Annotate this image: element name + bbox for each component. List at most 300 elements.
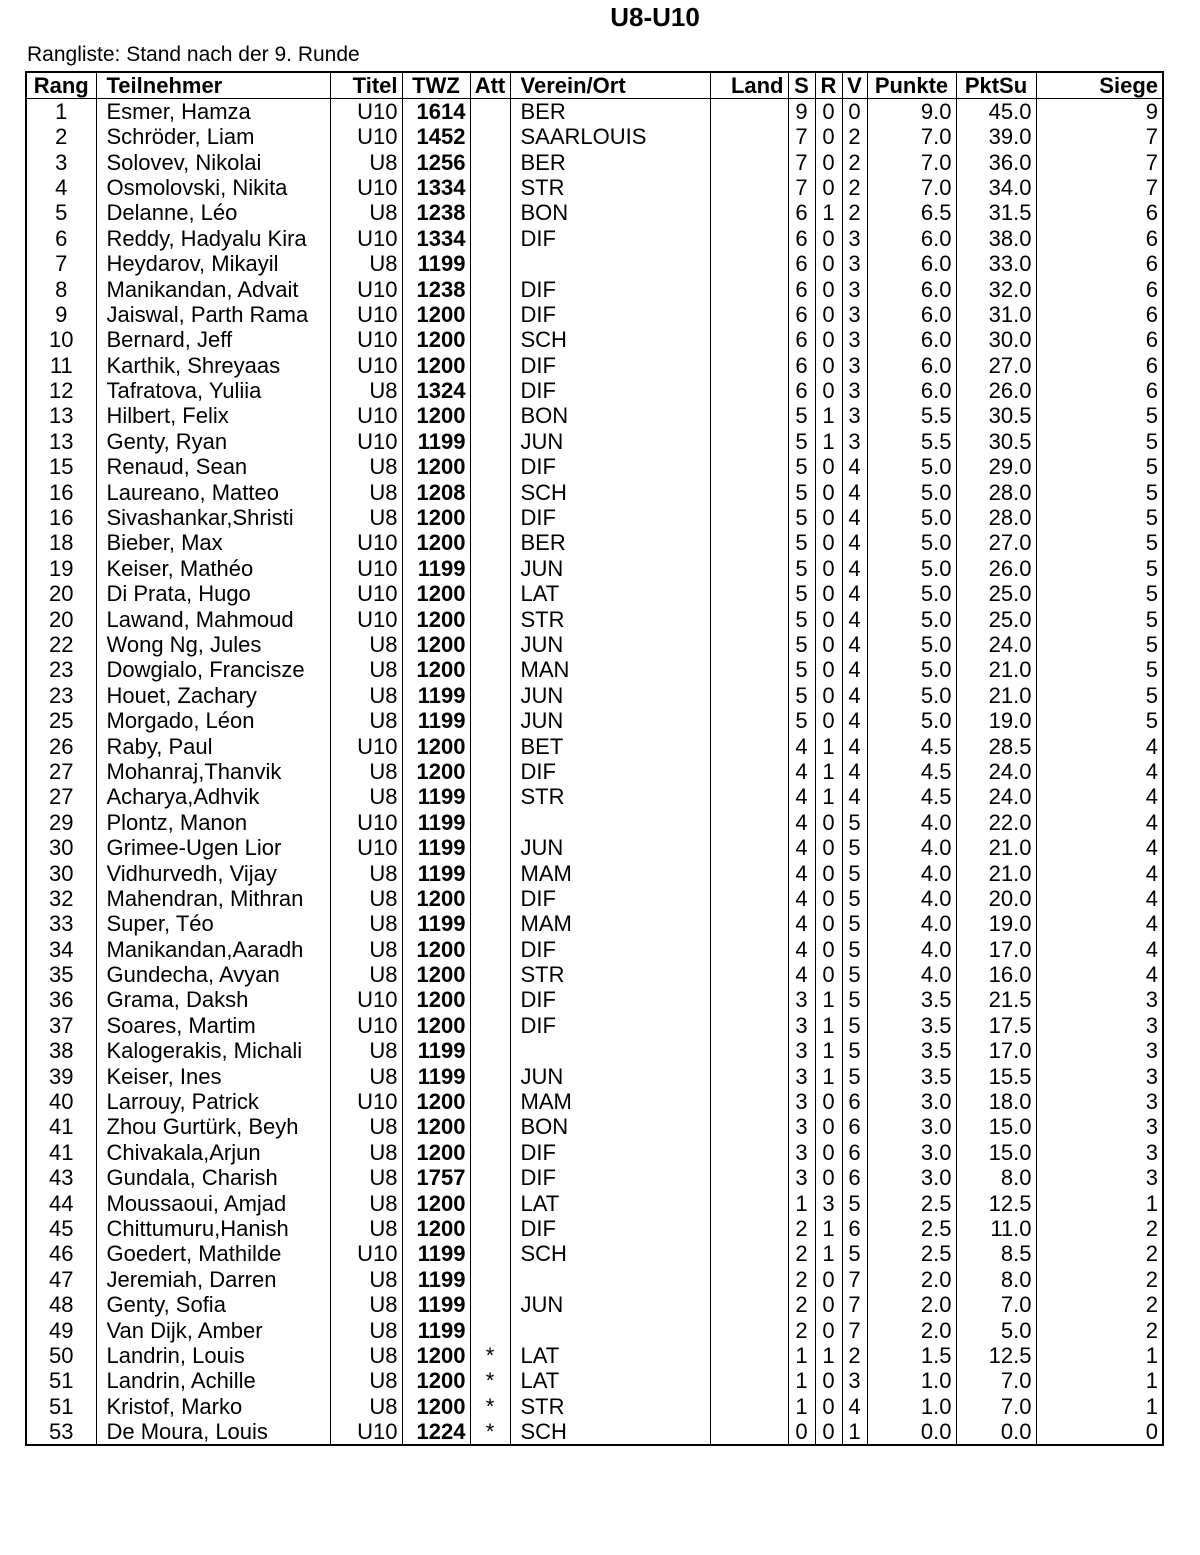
cell-punkte: 5.0 [867,606,956,631]
cell-rang: 51 [26,1368,96,1393]
cell-siege: 5 [1036,556,1163,581]
cell-siege: 5 [1036,581,1163,606]
cell-verein: JUN [510,708,710,733]
cell-teilnehmer: Vidhurvedh, Vijay [96,860,330,885]
cell-verein: SCH [510,479,710,504]
cell-v: 4 [842,505,867,530]
cell-s: 1 [788,1394,815,1419]
cell-siege: 7 [1036,124,1163,149]
cell-pktsu: 8.0 [956,1267,1036,1292]
cell-v: 2 [842,175,867,200]
cell-punkte: 5.0 [867,683,956,708]
cell-pktsu: 29.0 [956,454,1036,479]
cell-siege: 3 [1036,1038,1163,1063]
cell-rang: 20 [26,581,96,606]
cell-rang: 12 [26,378,96,403]
cell-s: 3 [788,1140,815,1165]
cell-att [470,251,510,276]
cell-titel: U10 [330,403,402,428]
cell-punkte: 2.5 [867,1241,956,1266]
cell-s: 3 [788,1165,815,1190]
cell-rang: 26 [26,733,96,758]
cell-teilnehmer: Di Prata, Hugo [96,581,330,606]
cell-s: 5 [788,454,815,479]
cell-teilnehmer: Bernard, Jeff [96,327,330,352]
cell-pktsu: 7.0 [956,1368,1036,1393]
cell-punkte: 0.0 [867,1419,956,1445]
cell-titel: U8 [330,1063,402,1088]
cell-verein: STR [510,1394,710,1419]
cell-verein: JUN [510,835,710,860]
table-row [26,632,1163,657]
cell-att [470,1317,510,1342]
cell-att [470,632,510,657]
cell-rang: 30 [26,860,96,885]
cell-rang: 13 [26,429,96,454]
cell-v: 4 [842,479,867,504]
cell-pktsu: 20.0 [956,886,1036,911]
table-row [26,505,1163,530]
cell-s: 3 [788,1114,815,1139]
cell-teilnehmer: Gundala, Charish [96,1165,330,1190]
cell-twz: 1199 [402,1267,470,1292]
table-row [26,683,1163,708]
cell-rang: 30 [26,835,96,860]
cell-land [710,987,788,1012]
cell-verein: STR [510,175,710,200]
cell-siege: 4 [1036,911,1163,936]
cell-siege: 2 [1036,1317,1163,1342]
cell-punkte: 5.5 [867,403,956,428]
cell-land [710,759,788,784]
cell-teilnehmer: Super, Téo [96,911,330,936]
cell-att [470,1140,510,1165]
cell-twz: 1200 [402,1394,470,1419]
cell-titel: U8 [330,1292,402,1317]
cell-att [470,1038,510,1063]
cell-verein: SAARLOUIS [510,124,710,149]
cell-att [470,733,510,758]
cell-land [710,1317,788,1342]
cell-r: 0 [815,454,842,479]
cell-pktsu: 8.0 [956,1165,1036,1190]
cell-land [710,1038,788,1063]
cell-titel: U10 [330,1013,402,1038]
cell-siege: 3 [1036,1063,1163,1088]
cell-titel: U8 [330,149,402,174]
cell-verein: DIF [510,937,710,962]
cell-r: 0 [815,1317,842,1342]
cell-teilnehmer: Goedert, Mathilde [96,1241,330,1266]
cell-punkte: 3.5 [867,987,956,1012]
cell-att [470,1267,510,1292]
cell-rang: 23 [26,657,96,682]
cell-twz: 1334 [402,226,470,251]
cell-s: 3 [788,1013,815,1038]
cell-rang: 19 [26,556,96,581]
header-titel: Titel [330,72,402,99]
cell-twz: 1200 [402,1140,470,1165]
cell-titel: U10 [330,276,402,301]
cell-v: 5 [842,860,867,885]
cell-teilnehmer: Genty, Sofia [96,1292,330,1317]
cell-siege: 4 [1036,886,1163,911]
cell-verein: DIF [510,454,710,479]
cell-att [470,886,510,911]
cell-rang: 27 [26,784,96,809]
cell-verein: BER [510,149,710,174]
header-att: Att [470,72,510,99]
cell-att [470,429,510,454]
cell-verein: DIF [510,1013,710,1038]
cell-punkte: 4.0 [867,810,956,835]
cell-s: 6 [788,251,815,276]
cell-s: 6 [788,302,815,327]
cell-punkte: 5.0 [867,454,956,479]
cell-titel: U10 [330,810,402,835]
cell-titel: U8 [330,200,402,225]
table-row [26,657,1163,682]
cell-verein [510,1267,710,1292]
table-row [26,1216,1163,1241]
cell-att [470,1292,510,1317]
cell-s: 6 [788,226,815,251]
cell-v: 3 [842,429,867,454]
cell-s: 7 [788,124,815,149]
cell-land [710,962,788,987]
table-row [26,1241,1163,1266]
cell-verein: DIF [510,505,710,530]
cell-land [710,200,788,225]
cell-titel: U8 [330,911,402,936]
cell-twz: 1199 [402,1317,470,1342]
cell-rang: 53 [26,1419,96,1445]
cell-titel: U8 [330,1368,402,1393]
cell-verein: DIF [510,302,710,327]
cell-v: 4 [842,733,867,758]
cell-punkte: 1.5 [867,1343,956,1368]
cell-land [710,632,788,657]
cell-punkte: 7.0 [867,149,956,174]
cell-land [710,556,788,581]
cell-titel: U8 [330,657,402,682]
cell-att [470,708,510,733]
cell-twz: 1452 [402,124,470,149]
cell-v: 3 [842,276,867,301]
cell-r: 1 [815,733,842,758]
cell-twz: 1200 [402,454,470,479]
cell-rang: 37 [26,1013,96,1038]
cell-rang: 16 [26,479,96,504]
cell-r: 0 [815,1292,842,1317]
cell-teilnehmer: Renaud, Sean [96,454,330,479]
cell-s: 3 [788,987,815,1012]
cell-titel: U8 [330,1165,402,1190]
table-row [26,1419,1163,1445]
cell-v: 4 [842,784,867,809]
table-row [26,606,1163,631]
cell-twz: 1199 [402,683,470,708]
cell-verein: BER [510,99,710,125]
cell-titel: U10 [330,302,402,327]
cell-pktsu: 7.0 [956,1292,1036,1317]
cell-twz: 1199 [402,708,470,733]
cell-twz: 1200 [402,353,470,378]
cell-s: 4 [788,810,815,835]
cell-teilnehmer: Zhou Gurtürk, Beyh [96,1114,330,1139]
cell-punkte: 6.0 [867,378,956,403]
cell-v: 3 [842,251,867,276]
table-row [26,962,1163,987]
cell-punkte: 6.0 [867,226,956,251]
cell-punkte: 5.5 [867,429,956,454]
cell-siege: 5 [1036,479,1163,504]
cell-punkte: 3.0 [867,1089,956,1114]
cell-titel: U10 [330,429,402,454]
cell-rang: 18 [26,530,96,555]
cell-v: 4 [842,454,867,479]
table-row [26,1190,1163,1215]
cell-s: 3 [788,1089,815,1114]
table-row [26,276,1163,301]
cell-s: 5 [788,657,815,682]
cell-pktsu: 28.0 [956,479,1036,504]
cell-r: 0 [815,1267,842,1292]
table-row [26,810,1163,835]
cell-punkte: 4.0 [867,962,956,987]
cell-teilnehmer: Keiser, Ines [96,1063,330,1088]
cell-land [710,1368,788,1393]
cell-s: 2 [788,1267,815,1292]
cell-teilnehmer: Heydarov, Mikayil [96,251,330,276]
cell-rang: 50 [26,1343,96,1368]
cell-teilnehmer: Tafratova, Yuliia [96,378,330,403]
cell-s: 2 [788,1292,815,1317]
cell-att [470,530,510,555]
cell-teilnehmer: Solovev, Nikolai [96,149,330,174]
cell-punkte: 2.5 [867,1190,956,1215]
cell-v: 4 [842,530,867,555]
cell-pktsu: 12.5 [956,1190,1036,1215]
cell-verein: DIF [510,987,710,1012]
cell-verein: MAN [510,657,710,682]
cell-v: 4 [842,581,867,606]
cell-twz: 1200 [402,1114,470,1139]
cell-siege: 6 [1036,302,1163,327]
cell-rang: 13 [26,403,96,428]
cell-titel: U8 [330,1394,402,1419]
cell-verein: DIF [510,1140,710,1165]
cell-siege: 4 [1036,733,1163,758]
cell-att: * [470,1368,510,1393]
cell-s: 3 [788,1038,815,1063]
cell-rang: 41 [26,1114,96,1139]
cell-s: 4 [788,937,815,962]
cell-pktsu: 45.0 [956,99,1036,125]
cell-verein: DIF [510,378,710,403]
cell-pktsu: 33.0 [956,251,1036,276]
cell-att [470,606,510,631]
cell-twz: 1200 [402,733,470,758]
table-row [26,226,1163,251]
cell-twz: 1200 [402,403,470,428]
cell-punkte: 2.0 [867,1267,956,1292]
cell-pktsu: 26.0 [956,556,1036,581]
cell-teilnehmer: Moussaoui, Amjad [96,1190,330,1215]
cell-v: 4 [842,606,867,631]
cell-twz: 1199 [402,1063,470,1088]
cell-rang: 1 [26,99,96,125]
cell-pktsu: 21.0 [956,860,1036,885]
cell-att [470,1114,510,1139]
cell-twz: 1199 [402,556,470,581]
cell-pktsu: 26.0 [956,378,1036,403]
cell-pktsu: 19.0 [956,911,1036,936]
cell-teilnehmer: Esmer, Hamza [96,99,330,125]
cell-v: 5 [842,937,867,962]
header-r: R [815,72,842,99]
cell-rang: 2 [26,124,96,149]
cell-twz: 1200 [402,1013,470,1038]
cell-pktsu: 18.0 [956,1089,1036,1114]
cell-r: 0 [815,251,842,276]
cell-v: 5 [842,1013,867,1038]
ranking-subtitle: Rangliste: Stand nach der 9. Runde [27,43,360,66]
cell-siege: 1 [1036,1368,1163,1393]
cell-land [710,149,788,174]
cell-s: 5 [788,556,815,581]
cell-rang: 32 [26,886,96,911]
cell-titel: U10 [330,1089,402,1114]
cell-rang: 7 [26,251,96,276]
cell-punkte: 7.0 [867,124,956,149]
cell-v: 5 [842,1190,867,1215]
table-row [26,860,1163,885]
cell-titel: U8 [330,1140,402,1165]
cell-twz: 1200 [402,327,470,352]
cell-twz: 1200 [402,1216,470,1241]
cell-r: 0 [815,226,842,251]
cell-att [470,860,510,885]
cell-v: 2 [842,200,867,225]
cell-titel: U10 [330,353,402,378]
cell-s: 5 [788,683,815,708]
cell-s: 6 [788,353,815,378]
cell-pktsu: 15.0 [956,1140,1036,1165]
cell-land [710,99,788,125]
cell-twz: 1200 [402,302,470,327]
cell-land [710,276,788,301]
cell-siege: 6 [1036,353,1163,378]
cell-att [470,353,510,378]
cell-punkte: 6.0 [867,302,956,327]
cell-twz: 1200 [402,530,470,555]
cell-titel: U8 [330,378,402,403]
cell-verein: BON [510,1114,710,1139]
cell-rang: 41 [26,1140,96,1165]
cell-land [710,1292,788,1317]
table-row [26,1343,1163,1368]
cell-twz: 1199 [402,1292,470,1317]
table-row [26,302,1163,327]
cell-r: 0 [815,276,842,301]
cell-v: 7 [842,1292,867,1317]
cell-siege: 2 [1036,1241,1163,1266]
table-row [26,1089,1163,1114]
cell-att [470,479,510,504]
cell-titel: U10 [330,99,402,125]
cell-siege: 5 [1036,683,1163,708]
table-row [26,1165,1163,1190]
cell-twz: 1256 [402,149,470,174]
cell-siege: 5 [1036,606,1163,631]
cell-siege: 1 [1036,1190,1163,1215]
cell-att [470,124,510,149]
cell-verein: MAM [510,911,710,936]
cell-titel: U10 [330,530,402,555]
cell-titel: U8 [330,1216,402,1241]
cell-titel: U8 [330,1343,402,1368]
cell-verein: LAT [510,1368,710,1393]
cell-rang: 27 [26,759,96,784]
cell-rang: 8 [26,276,96,301]
cell-punkte: 4.5 [867,784,956,809]
cell-att: * [470,1394,510,1419]
cell-twz: 1200 [402,505,470,530]
cell-r: 0 [815,886,842,911]
cell-v: 3 [842,353,867,378]
cell-rang: 45 [26,1216,96,1241]
cell-pktsu: 25.0 [956,606,1036,631]
header-v: V [842,72,867,99]
cell-att [470,378,510,403]
table-row [26,378,1163,403]
cell-v: 5 [842,810,867,835]
cell-titel: U8 [330,1038,402,1063]
cell-punkte: 4.0 [867,886,956,911]
cell-s: 9 [788,99,815,125]
cell-r: 0 [815,683,842,708]
cell-rang: 36 [26,987,96,1012]
cell-s: 5 [788,708,815,733]
cell-siege: 3 [1036,1114,1163,1139]
cell-v: 4 [842,632,867,657]
cell-siege: 3 [1036,1140,1163,1165]
cell-s: 6 [788,276,815,301]
cell-punkte: 3.0 [867,1114,956,1139]
cell-s: 5 [788,632,815,657]
cell-twz: 1200 [402,1368,470,1393]
cell-siege: 1 [1036,1343,1163,1368]
cell-teilnehmer: Keiser, Mathéo [96,556,330,581]
cell-r: 0 [815,860,842,885]
cell-pktsu: 21.0 [956,657,1036,682]
cell-punkte: 5.0 [867,657,956,682]
table-row [26,784,1163,809]
cell-pktsu: 21.0 [956,835,1036,860]
cell-rang: 49 [26,1317,96,1342]
table-row [26,1394,1163,1419]
cell-twz: 1200 [402,632,470,657]
cell-rang: 35 [26,962,96,987]
cell-land [710,403,788,428]
cell-punkte: 5.0 [867,556,956,581]
table-row [26,124,1163,149]
cell-twz: 1199 [402,835,470,860]
cell-pktsu: 36.0 [956,149,1036,174]
cell-att [470,911,510,936]
cell-titel: U10 [330,124,402,149]
